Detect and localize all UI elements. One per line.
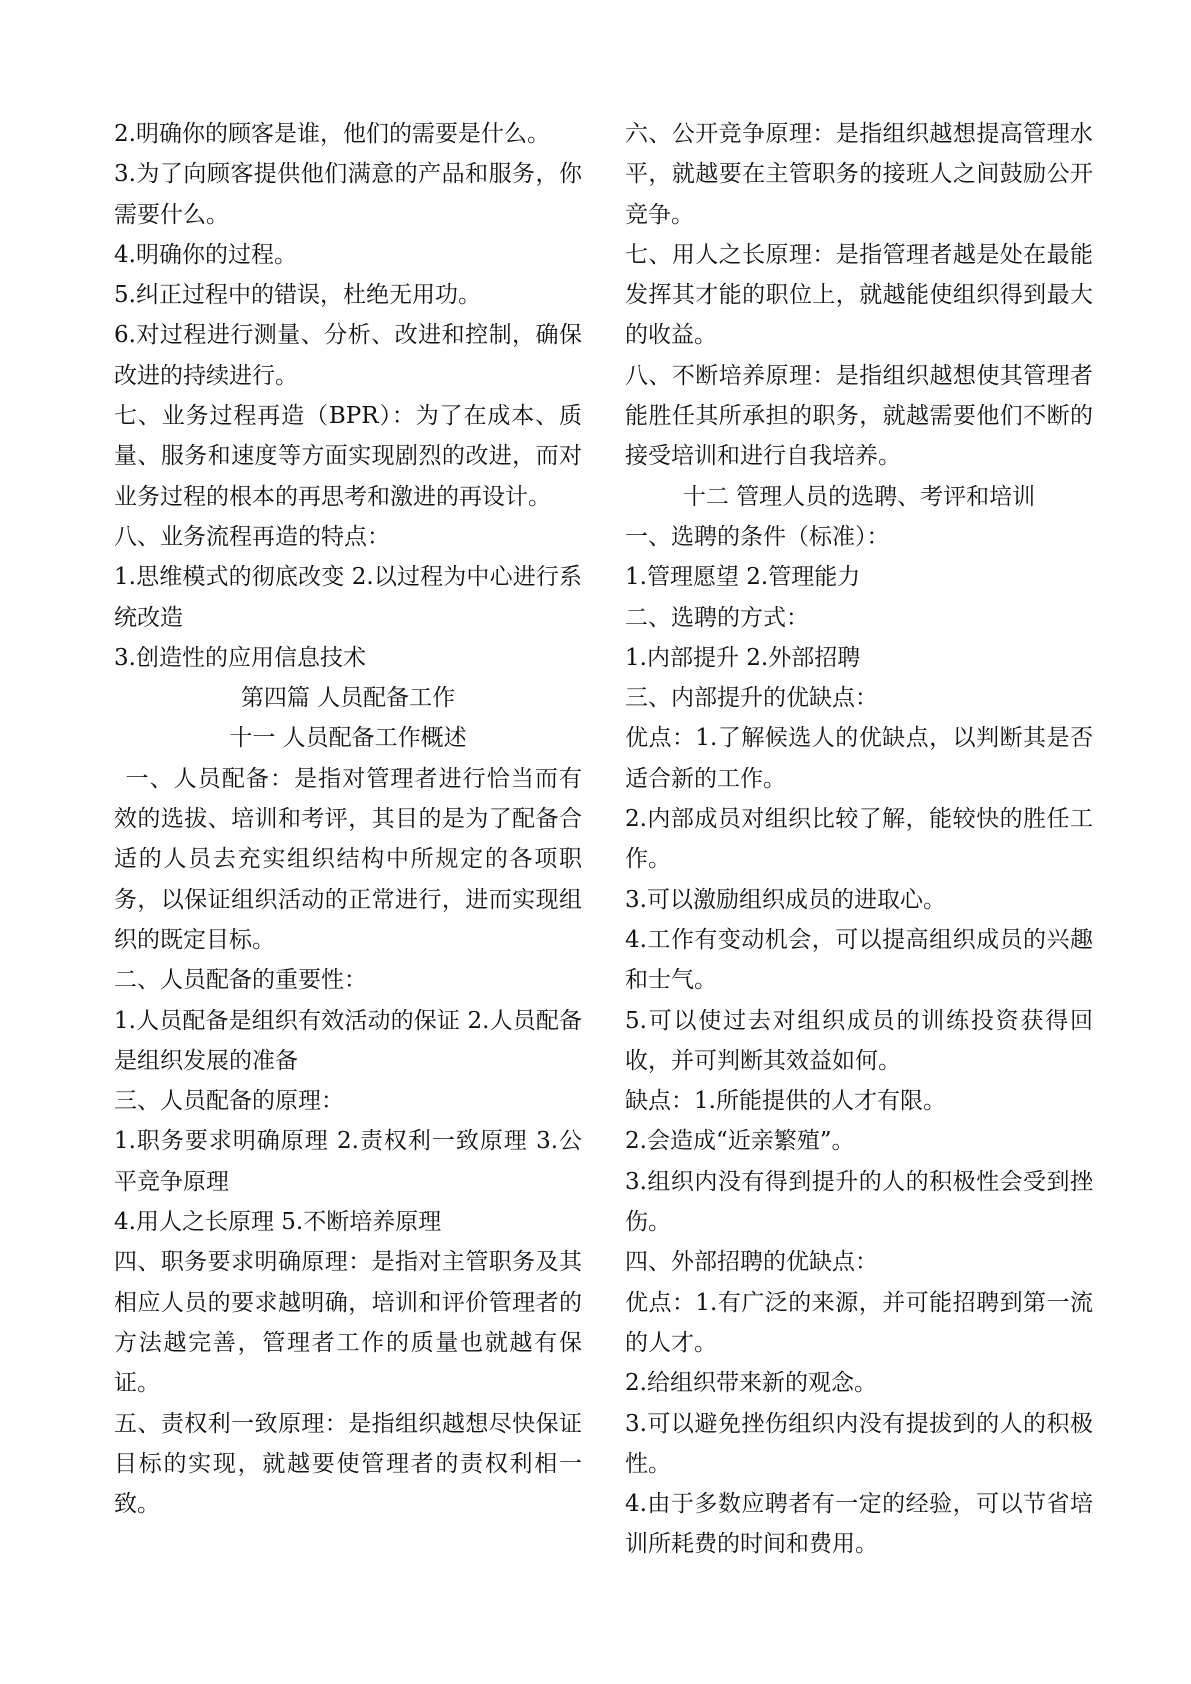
- paragraph: 优点：1.有广泛的来源，并可能招聘到第一流的人才。: [625, 1289, 1093, 1356]
- paragraph: 二、选聘的方式：: [625, 604, 809, 631]
- section-heading: 第四篇 人员配备工作: [240, 685, 456, 712]
- paragraph: 2.明确你的顾客是谁，他们的需要是什么。: [114, 121, 550, 147]
- paragraph: 优点：1.了解候选人的优缺点，以判断其是否适合新的工作。: [625, 725, 1093, 792]
- paragraph: 七、用人之长原理：是指管理者越是处在最能发挥其才能的职位上，就越能使组织得到最大的收益。: [625, 241, 1093, 349]
- paragraph: 五、责权利一致原理：是指组织越想尽快保证目标的实现，就越要使管理者的责权利相一致。: [114, 1410, 582, 1518]
- paragraph: 八、业务流程再造的特点：: [114, 523, 390, 550]
- paragraph: 六、公开竞争原理：是指组织越想提高管理水平，就越要在主管职务的接班人之间鼓励公开竞争。: [625, 121, 1093, 228]
- paragraph: 6.对过程进行测量、分析、改进和控制，确保改进的持续进行。: [114, 322, 582, 389]
- paragraph: 1.思维模式的彻底改变 2.以过程为中心进行系统改造: [114, 564, 582, 631]
- paragraph: 3.为了向顾客提供他们满意的产品和服务，你需要什么。: [114, 161, 582, 228]
- paragraph: 1.人员配备是组织有效活动的保证 2.人员配备是组织发展的准备: [114, 1007, 582, 1074]
- paragraph: 三、人员配备的原理：: [114, 1088, 344, 1115]
- paragraph: 四、外部招聘的优缺点：: [625, 1249, 878, 1276]
- paragraph: 5.纠正过程中的错误，杜绝无用功。: [114, 282, 481, 309]
- paragraph: 2.会造成“近亲繁殖”。: [625, 1128, 855, 1155]
- paragraph: 1.职务要求明确原理 2.责权利一致原理 3.公平竞争原理: [114, 1128, 582, 1195]
- paragraph: 4.由于多数应聘者有一定的经验，可以节省培训所耗费的时间和费用。: [625, 1491, 1093, 1558]
- paragraph: 3.可以激励组织成员的进取心。: [625, 886, 946, 913]
- paragraph: 2.给组织带来新的观念。: [625, 1370, 877, 1397]
- paragraph: 一、人员配备：是指对管理者进行恰当而有效的选拔、培训和考评，其目的是为了配备合适的人员去充实组织结构中所规定的各项职务，以保证组织活动的正常进行，进而实现组织的既定目标。: [114, 765, 582, 953]
- paragraph: 3.可以避免挫伤组织内没有提拔到的人的积极性。: [625, 1410, 1093, 1477]
- section-heading: 十一 人员配备工作概述: [229, 725, 467, 752]
- paragraph: 四、职务要求明确原理：是指对主管职务及其相应人员的要求越明确，培训和评价管理者的方法越完善，管理者工作的质量也就越有保证。: [114, 1249, 582, 1397]
- paragraph: 三、内部提升的优缺点：: [625, 685, 878, 712]
- paragraph: 一、选聘的条件（标准）：: [625, 523, 890, 550]
- right-text-column: [625, 114, 1093, 1565]
- paragraph: 4.明确你的过程。: [114, 241, 297, 268]
- paragraph: 4.用人之长原理 5.不断培养原理: [114, 1209, 442, 1236]
- paragraph: 七、业务过程再造（BPR）：为了在成本、质量、服务和速度等方面实现剧烈的改进，而对业务过程的根本的再思考和激进的再设计。: [114, 403, 582, 510]
- paragraph: 4.工作有变动机会，可以提高组织成员的兴趣和士气。: [625, 926, 1093, 994]
- paragraph: 2.内部成员对组织比较了解，能较快的胜任工作。: [625, 806, 1093, 873]
- paragraph: 缺点：1.所能提供的人才有限。: [625, 1088, 946, 1115]
- paragraph: 5.可以使过去对组织成员的训练投资获得回收，并可判断其效益如何。: [625, 1007, 1093, 1074]
- left-text-column: [114, 114, 582, 1524]
- paragraph: 1.管理愿望 2.管理能力: [625, 564, 861, 591]
- paragraph: 二、人员配备的重要性：: [114, 967, 367, 994]
- paragraph: 1.内部提升 2.外部招聘: [625, 644, 861, 671]
- paragraph: 3.创造性的应用信息技术: [114, 644, 366, 671]
- paragraph: 3.组织内没有得到提升的人的积极性会受到挫伤。: [625, 1168, 1093, 1236]
- section-heading: 十二 管理人员的选聘、考评和培训: [682, 483, 1036, 510]
- paragraph: 八、不断培养原理：是指组织越想使其管理者能胜任其所承担的职务，就越需要他们不断的接受培训和进行自我培养。: [625, 362, 1093, 470]
